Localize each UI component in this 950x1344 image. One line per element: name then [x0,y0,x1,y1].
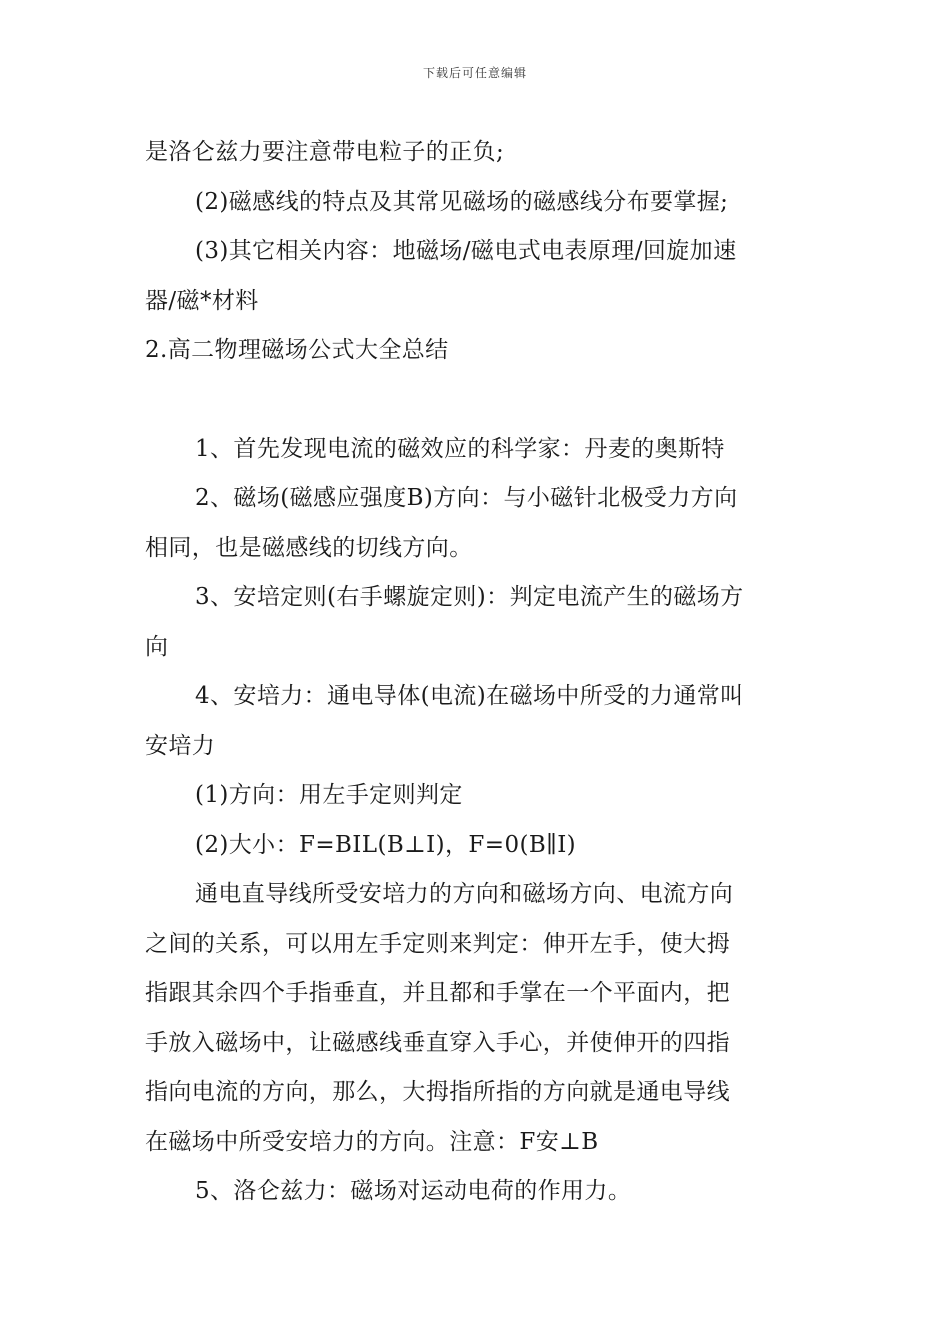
blank-line [145,376,810,425]
text-line-20: 指向电流的方向，那么，大拇指所指的方向就是通电导线 [145,1079,730,1105]
text-line-14: (1)方向：用左手定则判定 [195,782,463,808]
text-line-2: (2)磁感线的特点及其常见磁场的磁感线分布要掌握; [195,188,729,215]
text-line-19: 手放入磁场中，让磁感线垂直穿入手心，并使伸开的四指 [145,1029,730,1056]
text-line-4: 器/磁*材料 [145,287,259,314]
text-line-12: 4、安培力：通电导体(电流)在磁场中所受的力通常叫 [195,683,744,709]
document-body [145,128,810,1217]
text-line-21: 在磁场中所受安培力的方向。注意：F安⊥B [145,1128,599,1155]
text-line-10: 3、安培定则(右手螺旋定则)：判定电流产生的磁场方 [195,584,744,610]
text-line-9: 相同，也是磁感线的切线方向。 [145,534,473,561]
text-line-17: 之间的关系，可以用左手定则来判定：伸开左手，使大拇 [145,930,730,957]
text-line-1: 是洛仑兹力要注意带电粒子的正负; [145,139,505,165]
text-line-16: 通电直导线所受安培力的方向和磁场方向、电流方向 [195,881,734,907]
text-line-7: 1、首先发现电流的磁效应的科学家：丹麦的奥斯特 [195,435,725,462]
text-line-3: (3)其它相关内容：地磁场/磁电式电表原理/回旋加速 [195,238,737,264]
text-line-22: 5、洛仑兹力：磁场对运动电荷的作用力。 [195,1178,632,1204]
page-header: 下载后可任意编辑 [422,66,527,80]
section-heading: 2.高二物理磁场公式大全总结 [145,337,449,363]
text-line-13: 安培力 [145,732,216,759]
text-line-18: 指跟其余四个手指垂直，并且都和手掌在一个平面内，把 [145,980,730,1006]
text-line-15: (2)大小：F=BIL(B⊥I)，F=0(B∥I) [195,831,577,858]
text-line-8: 2、磁场(磁感应强度B)方向：与小磁针北极受力方向 [195,485,738,511]
text-line-11: 向 [145,633,169,660]
